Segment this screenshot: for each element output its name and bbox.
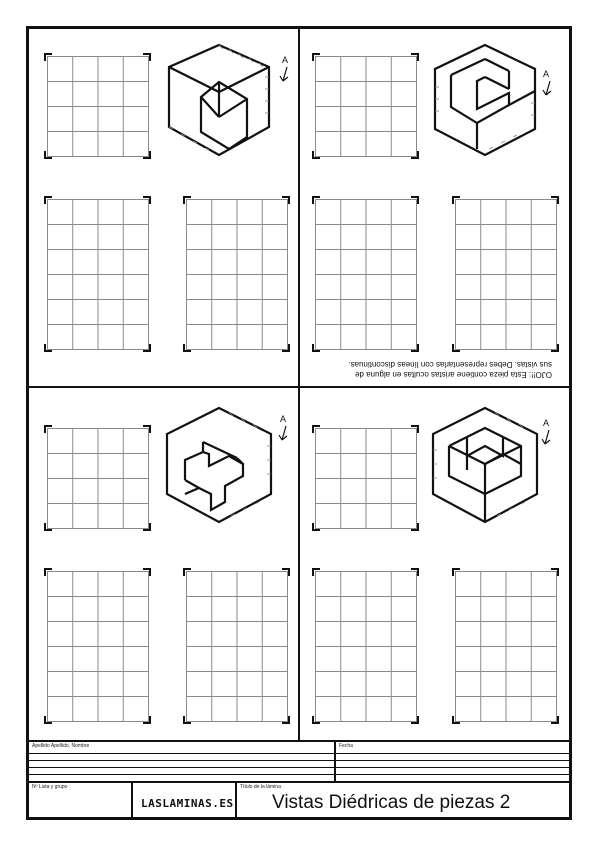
view-grid-front <box>47 199 149 350</box>
view-grid-top <box>315 56 417 157</box>
view-grid-top <box>47 428 149 529</box>
view-grid-side <box>455 199 557 350</box>
isometric-piece-1 <box>159 37 299 167</box>
svg-text:A: A <box>280 414 287 424</box>
view-grid-front <box>47 571 149 722</box>
date-field[interactable] <box>336 742 569 781</box>
svg-text:A: A <box>543 69 550 79</box>
isometric-piece-3 <box>159 402 299 532</box>
view-grid-front <box>315 571 417 722</box>
exercise-2 <box>300 29 569 388</box>
site-logo: LASLAMINAS.ES <box>141 797 234 810</box>
drawing-sheet <box>26 26 572 820</box>
view-grid-side <box>186 571 288 722</box>
svg-text:A: A <box>543 418 550 428</box>
view-grid-side <box>186 199 288 350</box>
list-group-field[interactable] <box>29 783 133 819</box>
sheet-title-label: Título de la lámina <box>240 784 281 790</box>
title-block <box>29 740 569 819</box>
view-grid-front <box>315 199 417 350</box>
isometric-piece-4 <box>425 402 565 532</box>
view-grid-top <box>315 428 417 529</box>
exercise-4 <box>300 388 569 740</box>
view-grid-top <box>47 56 149 157</box>
exercise-1 <box>29 29 300 388</box>
name-field[interactable] <box>29 742 336 781</box>
isometric-piece-2 <box>425 37 565 167</box>
sheet-title: Vistas Diédricas de piezas 2 <box>272 792 511 813</box>
name-label: Apellido Apellido, Nombre <box>32 743 90 749</box>
logo-cell <box>133 783 237 819</box>
sheet-title-cell <box>237 783 569 819</box>
view-grid-side <box>455 571 557 722</box>
list-group-label: Nº Lista y grupo <box>32 784 68 790</box>
date-label: Fecha <box>339 743 353 749</box>
hidden-edges-note: OJO!!: Esta pieza contiene aristas ocultas en alguna de sus vistas. Debes representarlas con líneas discontinuas. <box>348 360 552 379</box>
exercise-3 <box>29 388 300 740</box>
svg-text:A: A <box>282 55 289 65</box>
